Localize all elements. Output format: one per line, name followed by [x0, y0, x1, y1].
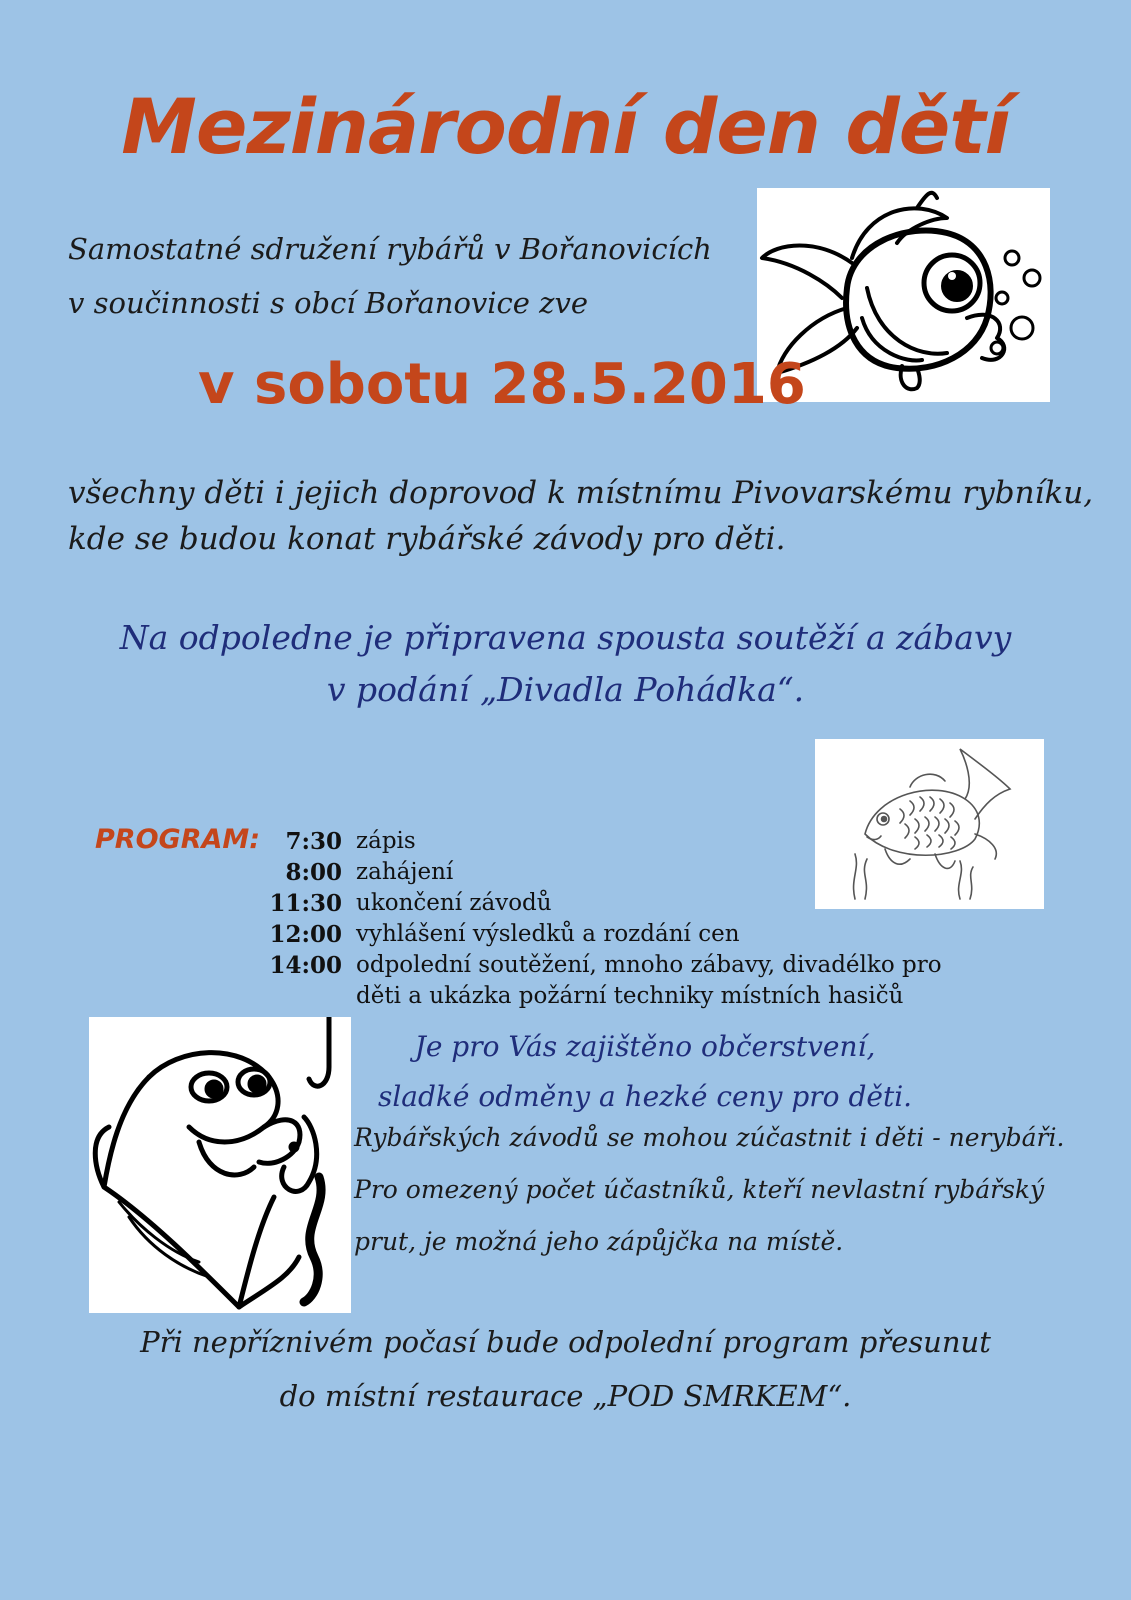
program-time: 12:00: [269, 921, 342, 948]
program-label: PROGRAM:: [95, 824, 261, 855]
rules-line: prut, je možná jeho zápůjčka na místě.: [354, 1227, 844, 1256]
refreshments-line: sladké odměny a hezké ceny pro děti.: [377, 1080, 913, 1113]
program-activity: odpolední soutěžení, mnoho zábavy, divadélko pro: [356, 952, 942, 978]
refreshments-line: Je pro Vás zajištěno občerstvení,: [414, 1030, 876, 1063]
program-schedule: [258, 826, 1016, 1012]
refreshments-text: [355, 1022, 935, 1122]
program-row: [258, 888, 1016, 919]
event-date: v sobotu 28.5.2016: [198, 352, 806, 417]
program-activity: ukončení závodů: [356, 890, 552, 916]
weather-line: do místní restaurace „POD SMRKEM“.: [279, 1379, 852, 1413]
invite-text: [68, 470, 1093, 562]
program-activity: zahájení: [356, 859, 454, 885]
program-row: [258, 950, 1016, 981]
rules-text: [354, 1112, 1064, 1268]
afternoon-line: v podání „Divadla Pohádka“.: [326, 670, 805, 709]
invite-line: kde se budou konat rybářské závody pro děti.: [68, 521, 786, 557]
program-activity-continuation: děti a ukázka požární techniky místních hasičů: [356, 983, 904, 1009]
program-time: 14:00: [269, 952, 342, 979]
program-activity: vyhlášení výsledků a rozdání cen: [356, 921, 740, 947]
program-row: [258, 857, 1016, 888]
intro-line: v součinnosti s obcí Bořanovice zve: [68, 286, 589, 320]
program-activity: zápis: [356, 828, 416, 854]
program-time: 8:00: [285, 859, 342, 886]
invite-line: všechny děti i jejich doprovod k místnímu Pivovarskému rybníku,: [68, 475, 1094, 511]
program-time: 7:30: [285, 828, 342, 855]
rules-line: Rybářských závodů se mohou zúčastnit i děti - nerybáři.: [354, 1123, 1065, 1152]
program-row: [258, 919, 1016, 950]
intro-text: [68, 222, 712, 330]
weather-note: [0, 1315, 1131, 1423]
afternoon-line: Na odpoledne je připravena spousta soutěží a zábavy: [119, 618, 1012, 657]
weather-line: Při nepříznivém počasí bude odpolední program přesunut: [140, 1325, 991, 1359]
rules-line: Pro omezený počet účastníků, kteří nevlastní rybářský: [354, 1175, 1045, 1204]
fish-with-hook-image: [89, 1017, 351, 1313]
intro-line: Samostatné sdružení rybářů v Bořanovicích: [68, 232, 712, 266]
program-row: [258, 826, 1016, 857]
program-time: 11:30: [269, 890, 342, 917]
afternoon-text: [0, 612, 1131, 716]
page-title: Mezinárodní den dětí: [121, 82, 1010, 171]
